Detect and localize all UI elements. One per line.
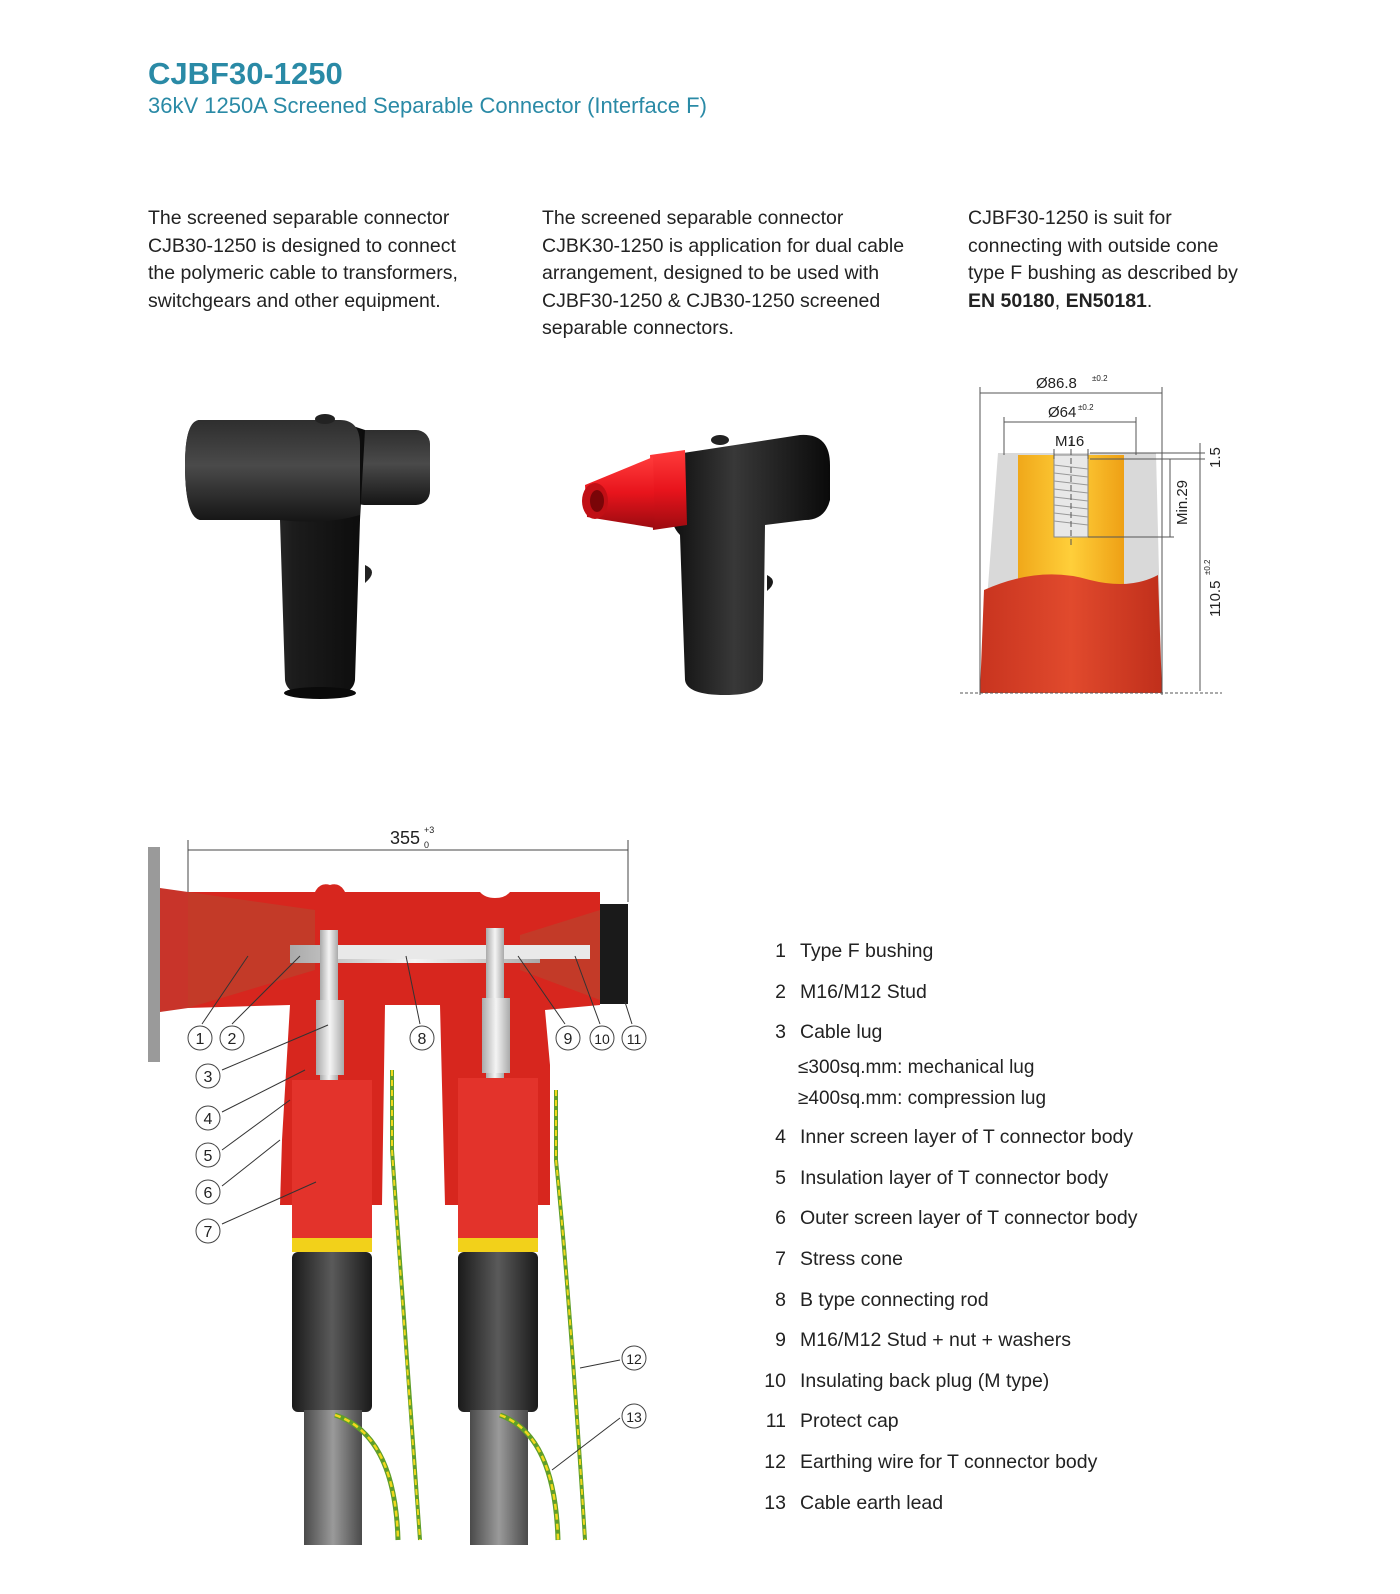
part-label: Protect cap bbox=[800, 1410, 899, 1433]
height-label: 110.5 bbox=[1207, 580, 1224, 617]
description-cjbf30-text: CJBF30-1250 is suit for connecting with outside cone type F bushing as described by bbox=[968, 207, 1238, 284]
callout-4: 4 bbox=[203, 1111, 213, 1128]
list-item bbox=[760, 1204, 1220, 1245]
callout-1: 1 bbox=[195, 1031, 205, 1048]
part-label: Earthing wire for T connector body bbox=[800, 1450, 1098, 1473]
part-label: Cable earth lead bbox=[800, 1491, 944, 1514]
part-number: 9 bbox=[775, 1329, 786, 1352]
part-label: Insulating back plug (M type) bbox=[800, 1369, 1050, 1392]
part-label: Stress cone bbox=[800, 1247, 903, 1270]
part-number: 3 bbox=[775, 1021, 786, 1044]
callout-5: 5 bbox=[203, 1148, 213, 1165]
standard-en50180: EN 50180 bbox=[968, 289, 1055, 312]
page-title: CJBF30-1250 bbox=[148, 56, 343, 91]
part-number: 6 bbox=[775, 1207, 786, 1230]
part-label: B type connecting rod bbox=[800, 1288, 989, 1311]
part-sublabel: ≥400sq.mm: compression lug bbox=[798, 1088, 1047, 1110]
part-number: 11 bbox=[765, 1410, 786, 1433]
callout-12: 12 bbox=[626, 1351, 642, 1367]
part-number: 2 bbox=[775, 980, 786, 1003]
part-number: 8 bbox=[775, 1288, 786, 1311]
parts-list bbox=[760, 937, 1220, 1529]
part-number: 10 bbox=[764, 1369, 786, 1392]
list-item bbox=[760, 1245, 1220, 1286]
callout-7: 7 bbox=[203, 1224, 213, 1241]
list-item bbox=[760, 1326, 1220, 1367]
part-number: 12 bbox=[764, 1450, 786, 1473]
assembly-cross-section bbox=[140, 820, 680, 1550]
description-cjb30: The screened separable connector CJB30-1250 is designed to connect the polymeric cable to transformers, switchgears and other equipment. bbox=[148, 207, 458, 312]
description-cjbf30 bbox=[968, 205, 1258, 315]
part-number: 5 bbox=[775, 1166, 786, 1189]
standard-separator: , bbox=[1054, 289, 1066, 312]
callout-6: 6 bbox=[203, 1185, 213, 1202]
standard-en50181: EN50181 bbox=[1065, 289, 1147, 312]
callout-11: 11 bbox=[626, 1031, 642, 1047]
part-sublabel: ≤300sq.mm: mechanical lug bbox=[798, 1057, 1035, 1079]
list-item bbox=[760, 1123, 1220, 1164]
part-label: M16/M12 Stud bbox=[800, 980, 927, 1003]
list-item bbox=[760, 1367, 1220, 1408]
part-label: Type F bushing bbox=[800, 940, 934, 962]
part-number: 13 bbox=[764, 1491, 786, 1514]
inner-diameter-tolerance: ±0.2 bbox=[1078, 403, 1094, 412]
part-label: M16/M12 Stud + nut + washers bbox=[800, 1329, 1071, 1352]
description-cjbk30: The screened separable connector CJBK30-1250 is application for dual cable arrangement, designed to be used with CJBF30-1250 & CJB30-1250 screened separable connectors. bbox=[542, 207, 905, 339]
min-depth-label: Min.29 bbox=[1174, 479, 1191, 525]
top-offset-label: 1.5 bbox=[1207, 447, 1224, 468]
height-tolerance: ±0.2 bbox=[1203, 559, 1212, 575]
list-item bbox=[760, 1018, 1220, 1123]
thread-label: M16 bbox=[1055, 433, 1085, 450]
assembly-length-tolerance-lower: 0 bbox=[424, 840, 430, 850]
part-number: 1 bbox=[775, 940, 786, 962]
callout-2: 2 bbox=[227, 1031, 237, 1048]
callout-9: 9 bbox=[563, 1031, 573, 1048]
list-item bbox=[760, 978, 1220, 1019]
callout-8: 8 bbox=[417, 1031, 427, 1048]
assembly-length-tolerance-upper: +3 bbox=[424, 825, 435, 835]
part-label: Outer screen layer of T connector body bbox=[800, 1207, 1138, 1230]
outer-diameter-label: Ø86.8 bbox=[1036, 375, 1077, 392]
photo-black-t-connector bbox=[175, 405, 445, 705]
description-end: . bbox=[1146, 289, 1153, 312]
list-item bbox=[760, 1489, 1220, 1530]
callout-13: 13 bbox=[626, 1409, 642, 1425]
assembly-length-label: 355 bbox=[390, 828, 421, 848]
list-item bbox=[760, 1407, 1220, 1448]
part-label: Cable lug bbox=[800, 1021, 883, 1044]
list-item bbox=[760, 937, 1220, 978]
callout-10: 10 bbox=[594, 1031, 610, 1047]
part-number: 4 bbox=[775, 1126, 786, 1149]
outer-diameter-tolerance: ±0.2 bbox=[1092, 374, 1108, 383]
part-label: Inner screen layer of T connector body bbox=[800, 1126, 1134, 1149]
page-subtitle: 36kV 1250A Screened Separable Connector (Interface F) bbox=[148, 93, 707, 118]
part-number: 7 bbox=[775, 1247, 786, 1270]
list-item bbox=[760, 1286, 1220, 1327]
part-label: Insulation layer of T connector body bbox=[800, 1166, 1109, 1189]
bushing-dimension-drawing bbox=[960, 365, 1230, 700]
list-item bbox=[760, 1164, 1220, 1205]
list-item bbox=[760, 1448, 1220, 1489]
inner-diameter-label: Ø64 bbox=[1048, 404, 1077, 421]
photo-red-boot-t-connector bbox=[575, 425, 840, 705]
callout-3: 3 bbox=[203, 1069, 213, 1086]
